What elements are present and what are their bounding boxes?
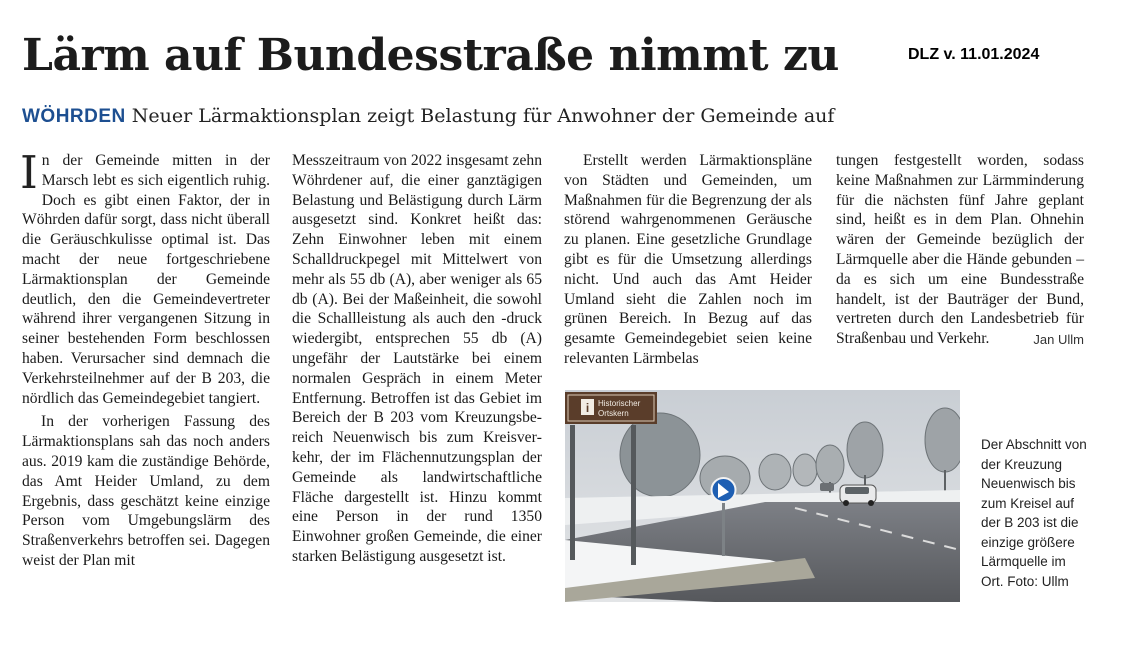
car [840, 485, 876, 506]
paragraph: tungen festgestellt worden, sodass keine Maßnahmen zur Lärmminderung für die nächsten fünf Jahre geplant sind, heißt es in dem Plan. Ohnehin wären der Gemeinde bezüglich der Lärmquelle aber die Hände gebunden – da es sich um eine Bundesstraße handelt, ist der Bauträger der Bund, vertreten durch den Landesbetrieb für Straßenbau und Verkehr. [836, 152, 1084, 348]
sign-text-line-2: Ortskern [598, 409, 629, 418]
column-1 [20, 146, 270, 571]
column-3 [564, 151, 812, 369]
headline: Lärm auf Bundesstraße nimmt zu [22, 30, 839, 81]
photo-caption [981, 435, 1091, 591]
paragraph: Messzeitraum von 2022 insgesamt zehn Wöhrdener auf, die einer ganztägigen Belastung und Belästigung durch Lärm ausgesetzt sind. Konkret heißt das: Zehn Einwohner leben mit einem Schalldruckpegel mit Mittelwert von mehr als 55 db (A), aber weniger als 65 db (A). Bei der Maßeinheit, die sowohl die Schallleistung als auch den -druck wiedergibt, entsprechen 55 db (A) ungefähr der Lautstärke bei einem normalen Gespräch in einem Meter Entfernung. Betroffen ist das Gebiet im Bereich der B 203 vom Kreuzungsbereich Neuenwisch bis zum Kreisverkehr, der im Flächennutzungsplan der Gemeinde als landwirtschaftliche Fläche dargestellt ist. Hinzu kommt eine Person in der rund 1350 Einwohner großen Gemeinde, die einer starken Belästigung ausgesetzt ist. [292, 152, 542, 565]
sign-text-line-1: Historischer [598, 399, 641, 408]
dateline: WÖHRDEN [22, 106, 126, 127]
drop-cap: I [20, 146, 38, 199]
paragraph-text: n der Gemeinde mitten in der Marsch lebt es sich eigentlich ruhig. Doch es gibt einen Faktor, der in Wöhrden dafür sorgt, dass nicht überall die Geräuschkulisse optimal ist. Das macht der neue fortgeschriebene Lärmaktionsplan der Gemeinde deutlich, den die Gemeindevertreter während ihrer vergangenen Sitzung in seiner bestehenden Form beschlossen haben. Verursacher sind demnach die Verkehrsteilnehmer auf der B 203, die nördlich das Gemeindegebiet tangiert. [22, 152, 270, 407]
subheadline-row [22, 104, 834, 130]
sign-symbol: i [585, 401, 590, 415]
paragraph: In der vorherigen Fassung des Lärmaktionsplans sah das noch anders aus. 2019 kam die zuständige Behörde, das Amt Heider Umland, zu dem Ergebnis, dass geschätzt keine einzige Person vom Umgebungslärm des Straßenverkehrs betroffen sei. Dagegen weist der Plan mit [22, 413, 270, 569]
caption-text: Der Abschnitt von der Kreuzung Neuenwisch bis zum Kreisel auf der B 203 ist die einzige größere Lärmquelle im Ort. Foto: Ullm [981, 437, 1087, 589]
paragraph: Erstellt werden Lärmaktionspläne von Städten und Gemeinden, um Maßnahmen für die Begrenzung der als störend wahrgenommenen Geräusche zu planen. Eine gesetzliche Grundlage gibt es für die Umsetzung allerdings nicht. Und auch das Amt Heider Umland sieht die Zahlen noch im grünen Bereich. In Bezug auf das gesamte Gemeindegebiet seien keine relevanten Lärmbelas [564, 152, 812, 367]
subheadline: Neuer Lärmaktionsplan zeigt Belastung für Anwohner der Gemeinde auf [131, 105, 835, 127]
column-4 [836, 151, 1084, 350]
distant-car [820, 483, 834, 491]
road-scene-illustration [565, 390, 960, 602]
article-photo [565, 390, 960, 602]
source-date: DLZ v. 11.01.2024 [908, 46, 1040, 63]
author-credit: Jan Ullm [1033, 331, 1084, 347]
column-2 [292, 151, 542, 567]
paragraph [20, 146, 270, 408]
